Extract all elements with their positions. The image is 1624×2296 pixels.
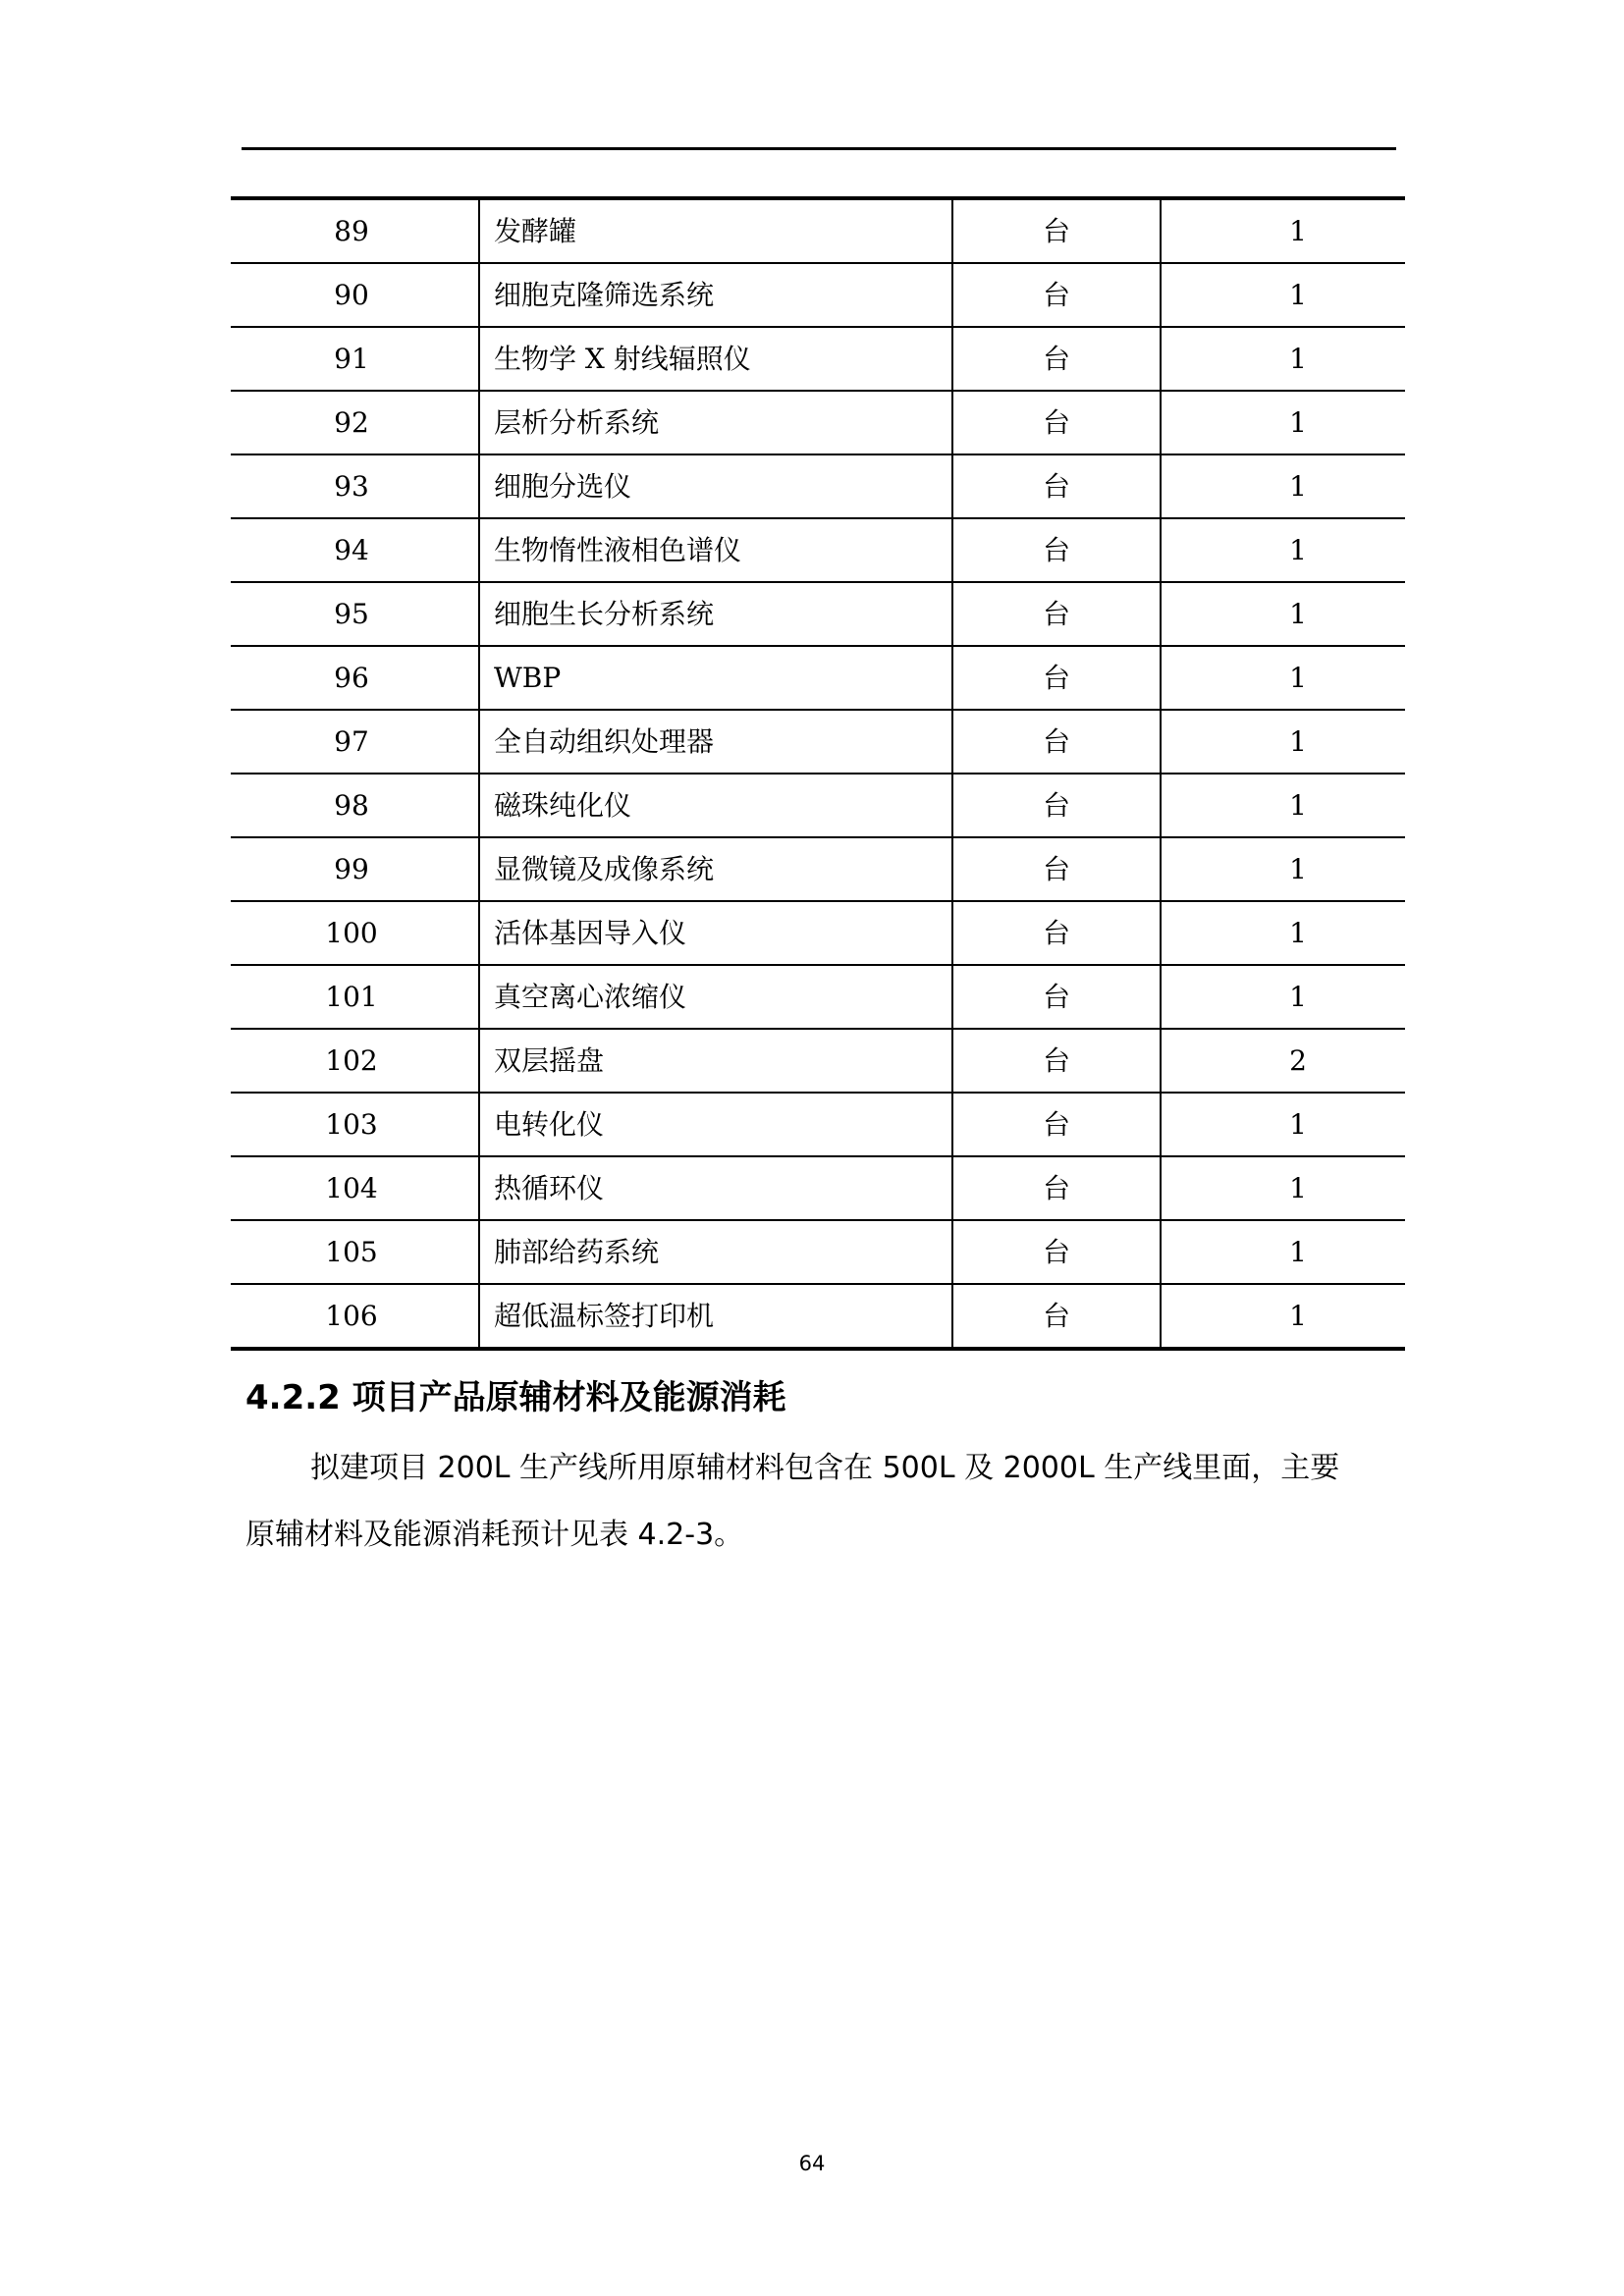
unit-cell: 台 [952, 1093, 1161, 1156]
quantity-cell: 1 [1161, 582, 1405, 646]
unit-cell: 台 [952, 1284, 1161, 1349]
unit-cell: 台 [952, 1156, 1161, 1220]
unit-cell: 台 [952, 646, 1161, 710]
paragraph-line-2: 原辅材料及能源消耗预计见表 4.2-3。 [245, 1518, 744, 1552]
row-number-cell: 90 [231, 263, 479, 327]
quantity-cell: 1 [1161, 710, 1405, 774]
page-number: 64 [798, 2152, 826, 2175]
equipment-name-cell: 细胞生长分析系统 [479, 582, 952, 646]
table-row [231, 1029, 1405, 1093]
equipment-name-cell: 双层摇盘 [479, 1029, 952, 1093]
table-row [231, 1156, 1405, 1220]
equipment-name-cell: WBP [479, 646, 952, 710]
equipment-name-cell: 电转化仪 [479, 1093, 952, 1156]
equipment-table-body [231, 198, 1405, 1349]
table-row [231, 646, 1405, 710]
header-rule [242, 147, 1396, 150]
quantity-cell: 1 [1161, 1220, 1405, 1284]
quantity-cell: 1 [1161, 1156, 1405, 1220]
unit-cell: 台 [952, 1220, 1161, 1284]
row-number-cell: 95 [231, 582, 479, 646]
row-number-cell: 100 [231, 901, 479, 965]
unit-cell: 台 [952, 582, 1161, 646]
table-row [231, 391, 1405, 454]
quantity-cell: 1 [1161, 901, 1405, 965]
row-number-cell: 102 [231, 1029, 479, 1093]
paragraph-line-1: 拟建项目 200L 生产线所用原辅材料包含在 500L 及 2000L 生产线里面，主要 [310, 1451, 1340, 1485]
unit-cell: 台 [952, 1029, 1161, 1093]
equipment-name-cell: 发酵罐 [479, 198, 952, 263]
quantity-cell: 1 [1161, 518, 1405, 582]
row-number-cell: 96 [231, 646, 479, 710]
unit-cell: 台 [952, 327, 1161, 391]
table-row [231, 327, 1405, 391]
unit-cell: 台 [952, 774, 1161, 837]
table-row [231, 582, 1405, 646]
unit-cell: 台 [952, 837, 1161, 901]
row-number-cell: 92 [231, 391, 479, 454]
equipment-name-cell: 生物惰性液相色谱仪 [479, 518, 952, 582]
row-number-cell: 103 [231, 1093, 479, 1156]
table-row [231, 901, 1405, 965]
row-number-cell: 99 [231, 837, 479, 901]
row-number-cell: 93 [231, 454, 479, 518]
equipment-name-cell: 细胞分选仪 [479, 454, 952, 518]
equipment-name-cell: 真空离心浓缩仪 [479, 965, 952, 1029]
equipment-name-cell: 超低温标签打印机 [479, 1284, 952, 1349]
table-row [231, 1284, 1405, 1349]
quantity-cell: 1 [1161, 965, 1405, 1029]
equipment-name-cell: 热循环仪 [479, 1156, 952, 1220]
quantity-cell: 1 [1161, 263, 1405, 327]
table-row [231, 454, 1405, 518]
quantity-cell: 1 [1161, 198, 1405, 263]
table-row [231, 837, 1405, 901]
unit-cell: 台 [952, 391, 1161, 454]
table-row [231, 1093, 1405, 1156]
quantity-cell: 2 [1161, 1029, 1405, 1093]
equipment-name-cell: 磁珠纯化仪 [479, 774, 952, 837]
equipment-name-cell: 活体基因导入仪 [479, 901, 952, 965]
row-number-cell: 91 [231, 327, 479, 391]
quantity-cell: 1 [1161, 774, 1405, 837]
unit-cell: 台 [952, 710, 1161, 774]
unit-cell: 台 [952, 901, 1161, 965]
quantity-cell: 1 [1161, 1284, 1405, 1349]
row-number-cell: 97 [231, 710, 479, 774]
unit-cell: 台 [952, 454, 1161, 518]
table-row [231, 263, 1405, 327]
unit-cell: 台 [952, 198, 1161, 263]
equipment-name-cell: 显微镜及成像系统 [479, 837, 952, 901]
row-number-cell: 89 [231, 198, 479, 263]
equipment-name-cell: 肺部给药系统 [479, 1220, 952, 1284]
table-row [231, 965, 1405, 1029]
quantity-cell: 1 [1161, 327, 1405, 391]
row-number-cell: 94 [231, 518, 479, 582]
row-number-cell: 98 [231, 774, 479, 837]
table-row [231, 198, 1405, 263]
equipment-name-cell: 细胞克隆筛选系统 [479, 263, 952, 327]
quantity-cell: 1 [1161, 391, 1405, 454]
unit-cell: 台 [952, 518, 1161, 582]
unit-cell: 台 [952, 263, 1161, 327]
quantity-cell: 1 [1161, 837, 1405, 901]
unit-cell: 台 [952, 965, 1161, 1029]
row-number-cell: 104 [231, 1156, 479, 1220]
row-number-cell: 101 [231, 965, 479, 1029]
quantity-cell: 1 [1161, 646, 1405, 710]
equipment-name-cell: 层析分析系统 [479, 391, 952, 454]
equipment-name-cell: 生物学 X 射线辐照仪 [479, 327, 952, 391]
table-row [231, 1220, 1405, 1284]
row-number-cell: 106 [231, 1284, 479, 1349]
quantity-cell: 1 [1161, 1093, 1405, 1156]
section-heading: 4.2.2 项目产品原辅材料及能源消耗 [245, 1378, 786, 1417]
equipment-table [231, 196, 1405, 1351]
quantity-cell: 1 [1161, 454, 1405, 518]
equipment-name-cell: 全自动组织处理器 [479, 710, 952, 774]
table-row [231, 774, 1405, 837]
table-row [231, 710, 1405, 774]
table-row [231, 518, 1405, 582]
row-number-cell: 105 [231, 1220, 479, 1284]
